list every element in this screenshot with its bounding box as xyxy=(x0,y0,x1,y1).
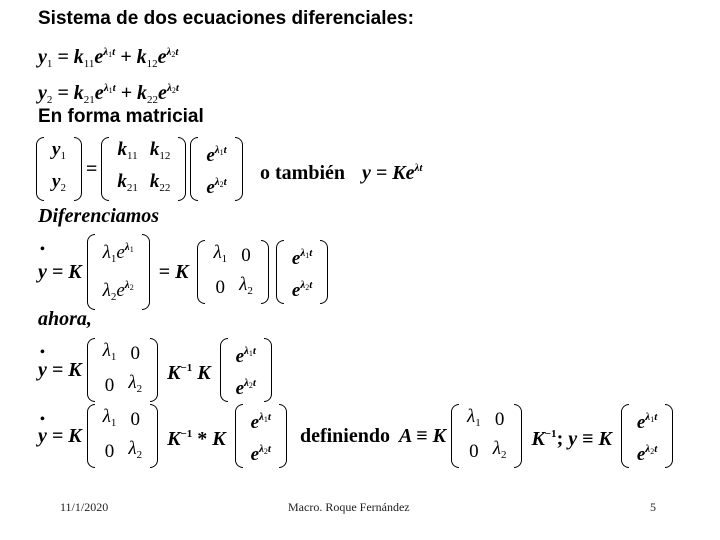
footer-page-number: 5 xyxy=(650,500,656,514)
matrix-lambda-exp: $\lambda_1e^{\lambda_1}$ $\lambda_2e^{\lambda_2}$ xyxy=(87,234,150,310)
definiendo-label: definiendo xyxy=(299,425,390,447)
derivative-equation-1: y = K $\lambda_1e^{\lambda_1}$ $\lambda_2e^{\lambda_2}$ = K $\lambda_1$ 0 0 $\lambda_2$ $e^{\lambda_1t}$ $e^{\lambda_2t}$ xyxy=(38,234,328,310)
vector-exp-4: $e^{\lambda_1t}$ $e^{\lambda_2t}$ xyxy=(235,404,287,468)
vector-y: $y_1$ $y_2$ xyxy=(36,137,82,201)
dot-marker-2: • xyxy=(40,345,45,360)
matrix-lambda-diag-3: $\lambda_1$ 0 0 $\lambda_2$ xyxy=(87,404,158,468)
footer-date: 11/1/2020 xyxy=(60,500,109,514)
vector-exp-2: $e^{\lambda_1t}$ $e^{\lambda_2t}$ xyxy=(276,240,328,304)
equation-y1: $y_1 = k_{11}e^{\lambda_1t} + k_{12}e^{\lambda_2t}$ xyxy=(38,46,179,70)
vector-exp-5: $e^{\lambda_1t}$ $e^{\lambda_2t}$ xyxy=(621,404,673,468)
vector-exp: $e^{\lambda_1t}$ $e^{\lambda_2t}$ xyxy=(190,137,242,201)
matrix-equation: $y_1$ $y_2$ = $k_{11}$ $k_{12}$ $k_{21}$ $k_{22}$ $e^{\lambda_1t}$ $e^{\lambda_2t}$ xyxy=(36,137,243,201)
matrix-lambda-diag-2: $\lambda_1$ 0 0 $\lambda_2$ xyxy=(87,338,158,402)
alternative-form: o también $y = Ke^{\lambda t}$ xyxy=(260,162,423,184)
derivative-equation-2: y = K $\lambda_1$ 0 0 $\lambda_2$ $K^{-1}$ K $e^{\lambda_1t}$ $e^{\lambda_2t}$ xyxy=(38,338,272,402)
section-differentiate: Diferenciamos xyxy=(38,205,160,227)
section-matrix-form: En forma matricial xyxy=(38,106,204,127)
o-tambien-label: o también xyxy=(260,162,345,184)
dot-marker-1: • xyxy=(40,242,45,257)
matrix-k: $k_{11}$ $k_{12}$ $k_{21}$ $k_{22}$ xyxy=(101,137,186,201)
slide-title: Sistema de dos ecuaciones diferenciales: xyxy=(38,8,414,29)
matrix-lambda-diag-4: $\lambda_1$ 0 0 $\lambda_2$ xyxy=(451,404,522,468)
footer-author: Macro. Roque Fernández xyxy=(288,500,410,514)
matrix-lambda-diag: $\lambda_1$ 0 0 $\lambda_2$ xyxy=(197,240,268,304)
vector-exp-3: $e^{\lambda_1t}$ $e^{\lambda_2t}$ xyxy=(220,338,272,402)
ahora-label: ahora, xyxy=(38,308,92,330)
derivative-equation-3: y = K $\lambda_1$ 0 0 $\lambda_2$ $K^{-1}$ * K $e^{\lambda_1t}$ $e^{\lambda_2t}$ definiendo A ≡ K $\lambda_1$ 0 0 $\lambda_2$ $K^{-1}$; y ≡ K $e^{\lambda_1t}$ $e^{\lambda_2t}$ xyxy=(38,404,673,468)
equation-y2: $y_2 = k_{21}e^{\lambda_1t} + k_{22}e^{\lambda_2t}$ xyxy=(38,82,179,106)
dot-marker-3: • xyxy=(40,412,45,427)
